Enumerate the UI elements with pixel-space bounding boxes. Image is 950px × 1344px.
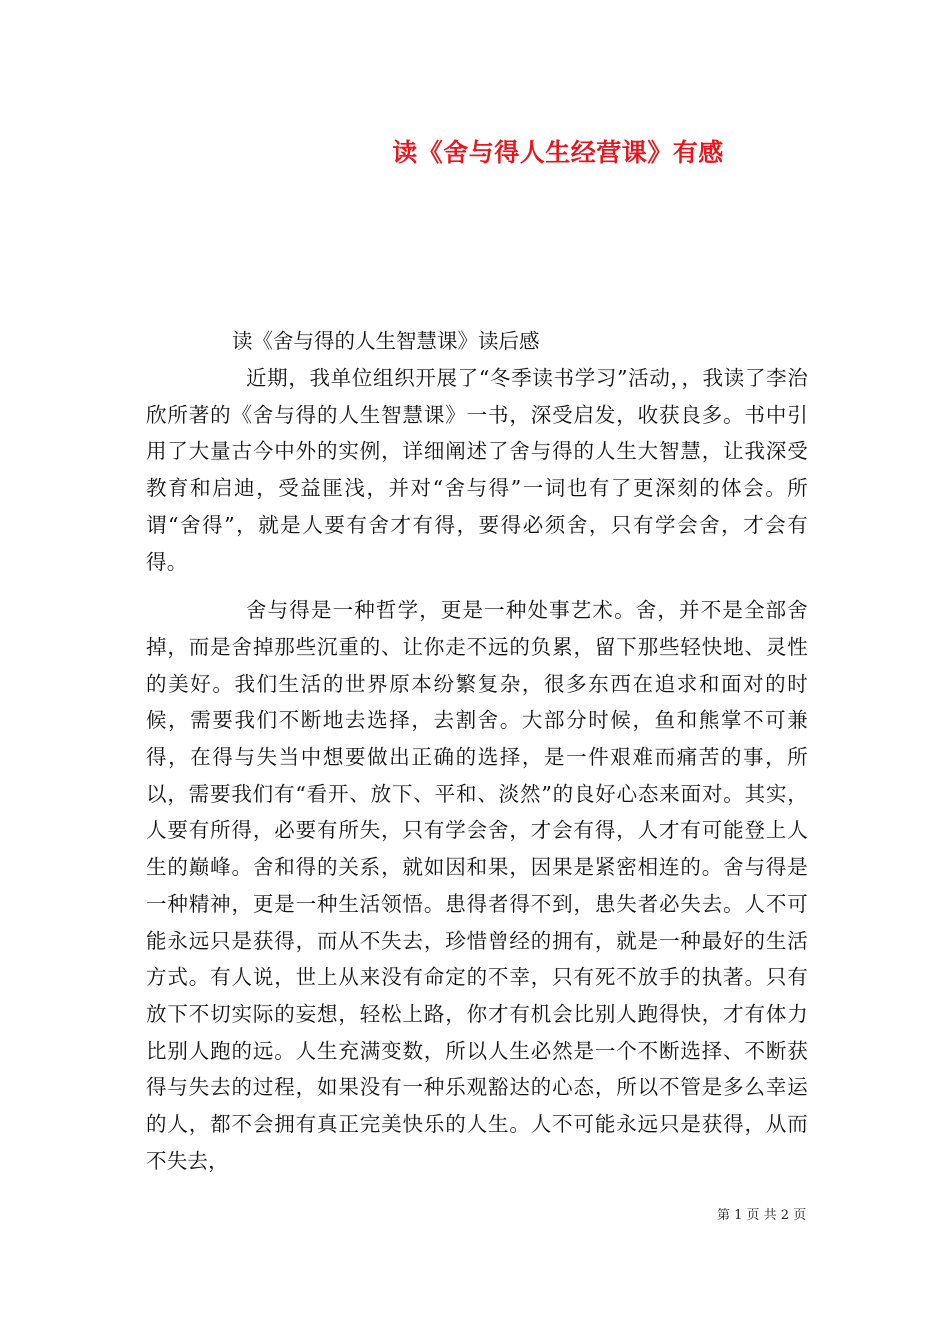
page-number-footer: 第 1 页 共 2 页 — [717, 1208, 807, 1223]
document-body — [146, 360, 808, 1179]
paragraph: 舍与得是一种哲学，更是一种处事艺术。舍，并不是全部舍掉，而是舍掉那些沉重的、让你走不远的负累，留下那些轻快地、灵性的美好。我们生活的世界原本纷繁复杂，很多东西在追求和面对的时候，需要我们不断地去选择，去割舍。大部分时候，鱼和熊掌不可兼得，在得与失当中想要做出正确的选择，是一件艰难而痛苦的事，所以，需要我们有“看开、放下、平和、淡然”的良好心态来面对。其实，人要有所得，必要有所失，只有学会舍，才会有得，人才有可能登上人生的巅峰。舍和得的关系，就如因和果，因果是紧密相连的。舍与得是一种精神，更是一种生活领悟。患得者得不到，患失者必失去。人不可能永远只是获得，而从不失去，珍惜曾经的拥有，就是一种最好的生活方式。有人说，世上从来没有命定的不幸，只有死不放手的执著。只有放下不切实际的妄想，轻松上路，你才有机会比别人跑得快，才有体力比别人跑的远。人生充满变数，所以人生必然是一个不断选择、不断获得与失去的过程，如果没有一种乐观豁达的心态，所以不管是多么幸运的人，都不会拥有真正完美快乐的人生。人不可能永远只是获得，从而不失去， — [146, 598, 808, 1173]
document-title — [0, 133, 950, 169]
document-subtitle: 读《舍与得的人生智慧课》读后感 — [232, 329, 540, 353]
paragraph: 近期，我单位组织开展了“冬季读书学习”活动，，我读了李治欣所著的《舍与得的人生智慧课》一书，深受启发，收获良多。书中引用了大量古今中外的实例，详细阐述了舍与得的人生大智慧，让我深受教育和启迪，受益匪浅，并对“舍与得”一词也有了更深刻的体会。所谓“舍得”，就是人要有舍才有得，要得必须舍，只有学会舍，才会有得。 — [146, 366, 808, 574]
document-title-text: 读《舍与得人生经营课》有感 — [392, 138, 724, 167]
